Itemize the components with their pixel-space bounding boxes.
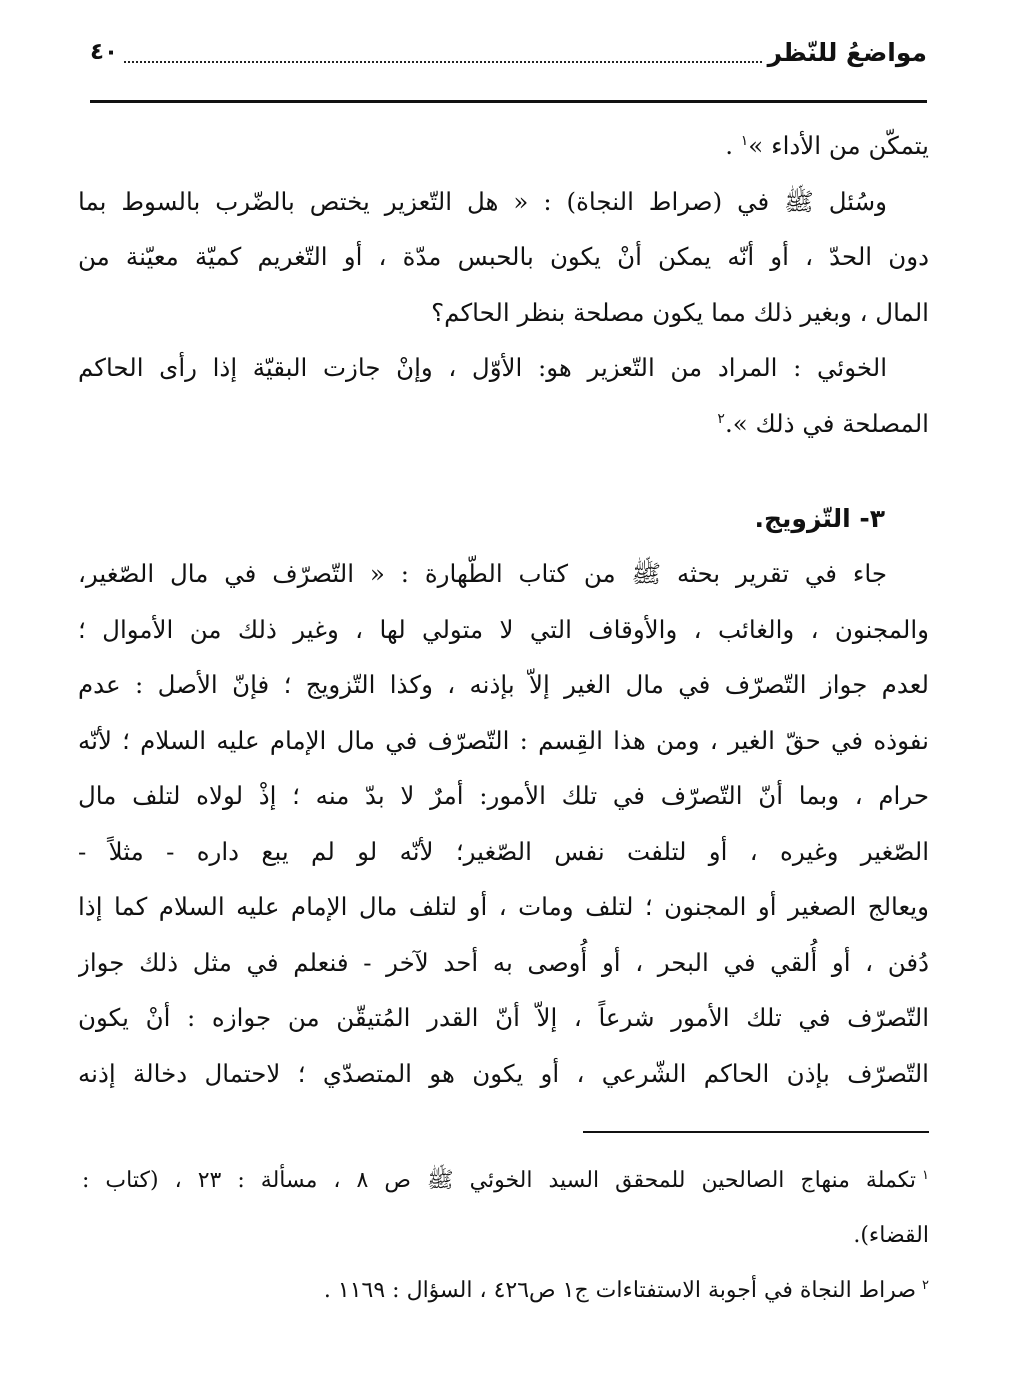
page-number: ٤٠ [90, 39, 119, 65]
header-title-text: مواضعُ للنّظر [767, 37, 927, 67]
header-dot-leader [124, 41, 762, 63]
paragraph-2-line-1: وسُئل ﷺ في (صراط النجاة) : « هل التّعزير يختص بالضّرب بالسوط بما [78, 186, 887, 216]
header-rule [90, 100, 927, 103]
paragraph-4-line-4: نفوذه في حقّ الغير ، ومن هذا القِسم : التّصرّف في مال الإمام عليه السلام ؛ لأنّه [78, 725, 929, 755]
footnote-1-number: ١ [922, 1167, 929, 1183]
paragraph-3-line-2: المصلحة في ذلك ».$^٢$ [717, 408, 929, 438]
footnote-2-number: ٢ [922, 1277, 929, 1293]
paragraph-1-line: يتمكّن من الأداء »$^١$ . [725, 131, 929, 160]
paragraph-2-line-2: دون الحدّ ، أو أنّه يمكن أنْ يكون بالحبس مدّة ، أو التّغريم كميّة معيّنة من [78, 242, 929, 271]
footnote-1: $^١$تكملة منهاج الصالحين للمحقق السيد الخوئي ﷺ ص ٨ ، مسألة : ٢٣ ، (كتاب : [82, 1167, 929, 1193]
paragraph-4-line-2: والمجنون ، والغائب ، والأوقاف التي لا متولي لها ، وغير ذلك من الأموال ؛ [78, 614, 929, 644]
paragraph-4-line-7: ويعالج الصغير أو المجنون ؛ لتلف ومات ، أو لتلف مال الإمام عليه السلام كما إذا [78, 892, 929, 921]
paragraph-4-line-10: التّصرّف بإذن الحاكم الشّرعي ، أو يكون هو المتصدّي ؛ لاحتمال دخالة إذنه [78, 1058, 929, 1088]
footnote-1-continuation: القضاء). [853, 1223, 929, 1248]
footnote-ref-1[interactable]: ١ [740, 132, 749, 149]
main-text [78, 118, 929, 1101]
paragraph-4-line-1: جاء في تقرير بحثه ﷺ من كتاب الطّهارة : « التّصرّف في مال الصّغير، [78, 559, 887, 588]
footnote-ref-2[interactable]: ٢ [717, 410, 725, 427]
paragraph-2-line-3: المال ، وبغير ذلك مما يكون مصلحة بنظر الحاكم؟ [431, 297, 929, 327]
footnote-2: $^٢$صراط النجاة في أجوبة الاستفتاءات ج١ ص٤٢٦ ، السؤال : ١١٦٩ . [323, 1277, 929, 1303]
footnotes [82, 1153, 929, 1318]
section-heading: ٣- التّزويج. [754, 504, 885, 533]
header-title [768, 38, 927, 67]
paragraph-4-line-3: لعدم جواز التّصرّف في مال الغير إلاّ بإذنه ، وكذا التّزويج ؛ فإنّ الأصل : عدم [78, 670, 929, 699]
paragraph-3-line-1: الخوئي : المراد من التّعزير هو: الأوّل ، وإنْ جازت البقيّة إذا رأى الحاكم [78, 353, 887, 382]
running-header [90, 30, 927, 74]
paragraph-4-line-6: الصّغير وغيره ، أو لتلفت نفس الصّغير؛ لأنّه لو لم يبع داره - مثلاً - [78, 836, 929, 866]
paragraph-4-line-8: دُفن ، أو أُلقي في البحر ، أو أُوصى به أحد لآخر - فنعلم في مثل ذلك جواز [78, 947, 929, 977]
paragraph-4-line-5: حرام ، وبما أنّ التّصرّف في تلك الأمور: أمرٌ لا بدّ منه ؛ إذْ لولاه لتلف مال [78, 781, 929, 810]
footnote-separator [583, 1131, 929, 1133]
paragraph-4-line-9: التّصرّف في تلك الأمور شرعاً ، إلاّ أنّ القدر المُتيقّن من جوازه : أنْ يكون [78, 1003, 929, 1032]
